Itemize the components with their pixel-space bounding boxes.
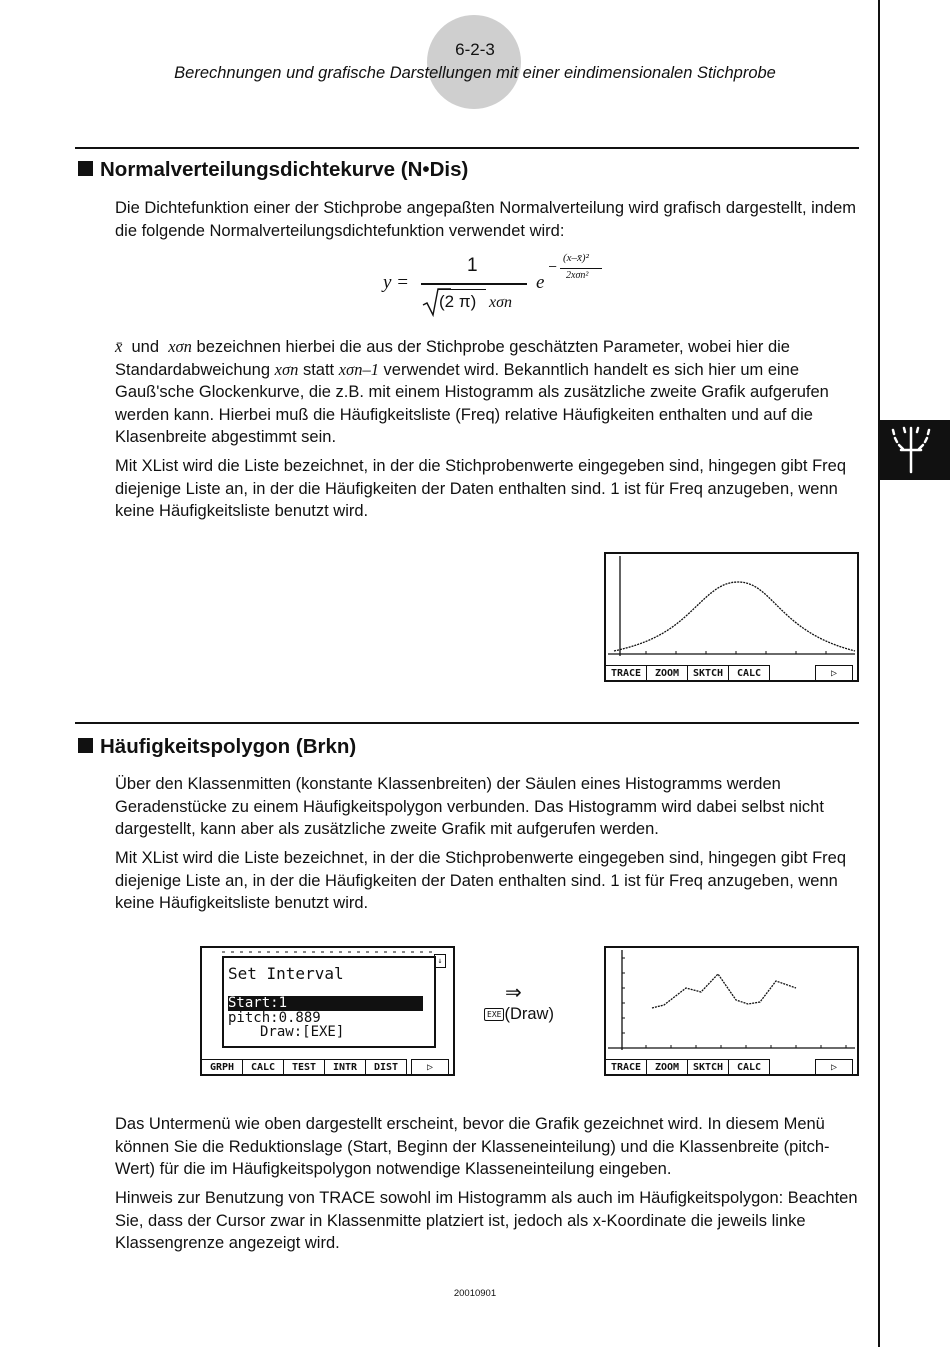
page-number-badge [427, 15, 521, 109]
next-menu-icon[interactable]: ▷ [411, 1059, 449, 1074]
footer-date-code: 20010901 [453, 1288, 497, 1299]
section1-intro: Die Dichtefunktion einer der Stichprobe angepaßten Normalverteilung wird grafisch dargestellt, indem die folgende Normalverteilungsdichtefunktion verwendet wird: [115, 199, 857, 240]
pitch-field[interactable]: pitch:0.889 [228, 1010, 321, 1026]
next-menu-icon[interactable]: ▷ [815, 1059, 853, 1074]
brkn-graph-screen [604, 946, 859, 1076]
normal-curve-plot [606, 554, 857, 666]
page-edge-rule [878, 0, 880, 1347]
function-key-bar [606, 1059, 857, 1074]
section2-intro: Über den Klassenmitten (konstante Klassenbreiten) der Säulen eines Histogramms werden Geradenstücke zu einem Häufigkeitspolygon verbunden. Das Histogramm wird dabei selbst nicht dargestellt, kann aber als zusätzliche zweite Grafik mit aufgerufen werden. [115, 775, 824, 838]
draw-field[interactable]: Draw:[EXE] [260, 1024, 345, 1040]
start-field[interactable]: Start:1 [228, 996, 423, 1011]
fkey-zoom[interactable]: ZOOM [647, 1059, 688, 1074]
exe-key-icon: EXE [484, 1008, 504, 1021]
fkey-trace[interactable]: TRACE [606, 665, 647, 680]
set-interval-screen [200, 946, 455, 1076]
running-title: Berechnungen und grafische Darstellungen mit einer eindimensionalen Stichprobe [174, 64, 776, 82]
section2-submenu-paragraph: Das Untermenü wie oben dargestellt erscheint, bevor die Grafik gezeichnet wird. In diesem Menü können Sie die Reduktionslage (Start, Beginn der Klasseneinteilung) und die Klassenbreite (pitch-Wert) für die im Häufigkeitspolygon notwendige Klasseneinteilung eingeben. [115, 1115, 830, 1178]
fkey-trace[interactable]: TRACE [606, 1059, 647, 1074]
next-menu-icon[interactable]: ▷ [815, 665, 853, 680]
fkey-intr[interactable]: INTR [325, 1059, 366, 1074]
statistics-icon [880, 420, 950, 480]
fkey-grph[interactable]: GRPH [202, 1059, 243, 1074]
section2-xlist-paragraph: Mit XList wird die Liste bezeichnet, in der die Stichprobenwerte eingegeben sind, hingegen gibt Freq diejenige Liste an, in der die Häufigkeiten der Daten enthalten sind. 1 ist für Freq anzugeben, wenn keine Häufigkeitsliste benutzt wird. [115, 849, 847, 912]
fkey-calc[interactable]: CALC [243, 1059, 284, 1074]
fkey-sketch[interactable]: SKTCH [688, 1059, 729, 1074]
section2-trace-hint: Hinweis zur Benutzung von TRACE sowohl im Histogramm als auch im Häufigkeitspolygon: Beachten Sie, dass der Cursor zwar in Klassenmitte platziert ist, jedoch als x-Koordinate die jeweils linke Klassengrenze angezeigt wird. [115, 1189, 858, 1252]
dialog-title: Set Interval [228, 964, 344, 983]
fkey-sketch[interactable]: SKTCH [688, 665, 729, 680]
fkey-calc[interactable]: CALC [729, 665, 770, 680]
heading-bullet [78, 161, 93, 176]
fkey-test[interactable]: TEST [284, 1059, 325, 1074]
density-formula: y = 1 (2 π) xσn e – (x–x̄)² 2xσn² [383, 250, 623, 320]
page-number: 6-2-3 [455, 40, 495, 59]
section-divider [75, 722, 859, 724]
exe-draw-instruction: EXE (Draw) [484, 1005, 554, 1024]
fkey-dist[interactable]: DIST [366, 1059, 407, 1074]
heading-bullet [78, 738, 93, 753]
chapter-tab [880, 420, 950, 480]
function-key-bar [606, 665, 857, 680]
section-divider [75, 147, 859, 149]
ndis-graph-screen [604, 552, 859, 682]
fkey-zoom[interactable]: ZOOM [647, 665, 688, 680]
frequency-polygon-plot [606, 948, 857, 1060]
then-arrow-icon: ⇒ [505, 982, 522, 1004]
section-heading-brkn: Häufigkeitspolygon (Brkn) [78, 735, 356, 759]
section-heading-ndis: Normalverteilungsdichtekurve (N•Dis) [78, 158, 468, 182]
fkey-calc[interactable]: CALC [729, 1059, 770, 1074]
set-interval-dialog [222, 956, 436, 1048]
scroll-indicator-icon: ↓ [434, 954, 446, 968]
function-key-bar [202, 1059, 453, 1074]
section1-xlist-paragraph: Mit XList wird die Liste bezeichnet, in der die Stichprobenwerte eingegeben sind, hingegen gibt Freq diejenige Liste an, in der die Häufigkeiten der Daten enthalten sind. 1 ist für Freq anzugeben, wenn keine Häufigkeitsliste benutzt wird. [115, 457, 847, 520]
section1-parameters-paragraph: x̄ und xσn bezeichnen hierbei die aus der Stichprobe geschätzten Parameter, wobei hier die Standardabweichung xσn statt xσn–1 verwendet wird. Bekanntlich handelt es sich hier um eine Gauß'sche Glockenkurve, die z.B. mit einem Histogramm als zusätzliche zweite Grafik aufgerufen werden kann. Hierbei muß die Häufigkeitsliste (Freq) relative Häufigkeiten enthalten und auf die Klasenbreite abgestimmt sein. [115, 337, 829, 446]
